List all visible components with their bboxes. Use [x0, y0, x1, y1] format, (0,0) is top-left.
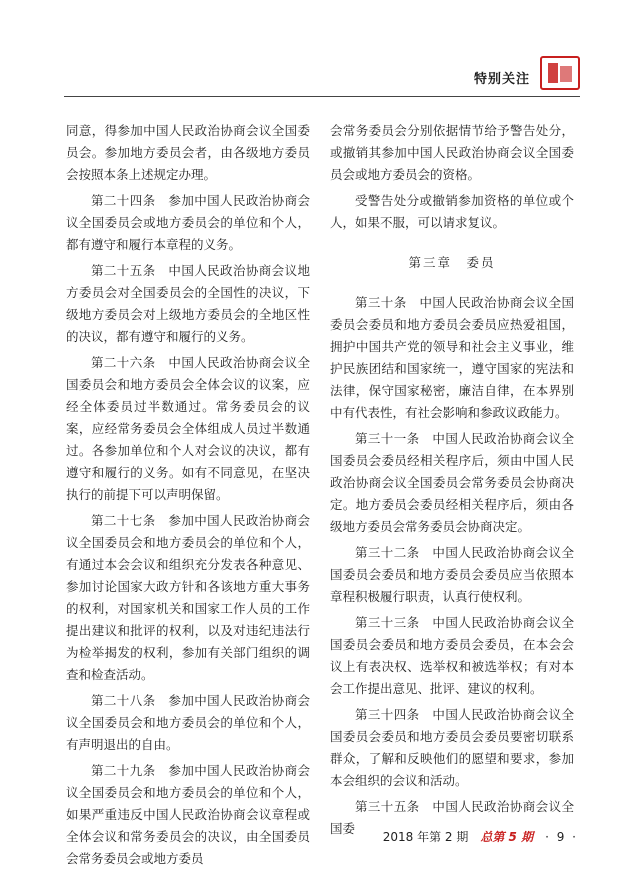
paragraph: 第二十五条 中国人民政治协商会议地方委员会对全国委员会的全国性的决议，下级地方委员会对上级地方委员会的全地区性的决议，都有遵守和履行的义务。 — [66, 263, 310, 344]
paragraph: 第三十三条 中国人民政治协商会议全国委员会委员和地方委员会委员，在本会会议上有表决权、选举权和被选举权；有对本会工作提出意见、批评、建议的权利。 — [330, 615, 574, 696]
paragraph: 第二十八条 参加中国人民政治协商会议全国委员会和地方委员会的单位和个人，有声明退出的自由。 — [66, 693, 310, 752]
paragraph: 第二十七条 参加中国人民政治协商会议全国委员会和地方委员会的单位和个人，有通过本会会议和组织充分发表各种意见、参加讨论国家大政方针和各该地方重大事务的权利，对国家机关和国家工作人员的工作提出建议和批评的权利，以及对违纪违法行为检举揭发的权利，参加有关部门组织的调查和检查活动。 — [66, 513, 310, 682]
right-column — [330, 120, 574, 844]
left-column — [66, 120, 310, 874]
paragraph: 同意，得参加中国人民政治协商会议全国委员会。参加地方委员会者，由各级地方委员会按照本条上述规定办理。 — [66, 123, 310, 182]
paragraph: 第三十五条 中国人民政治协商会议全国委 — [330, 799, 574, 836]
paragraph: 第二十四条 参加中国人民政治协商会议全国委员会或地方委员会的单位和个人，都有遵守和履行本章程的义务。 — [66, 193, 310, 252]
seal-logo-icon — [540, 56, 580, 90]
issue-label: 2018 年第 2 期 — [382, 830, 469, 844]
header-divider — [64, 96, 580, 97]
issue-total-label: 总第 5 期 — [480, 830, 534, 844]
paragraph: 第二十六条 中国人民政治协商会议全国委员会和地方委员会全体会议的议案，应经全体委员过半数通过。常务委员会的议案，应经常务委员会全体组成人员过半数通过。各参加单位和个人对会议的决议，都有遵守和履行的义务。如有不同意见，在坚决执行的前提下可以声明保留。 — [66, 355, 310, 502]
paragraph: 受警告处分或撤销参加资格的单位或个人，如果不服，可以请求复议。 — [330, 193, 574, 230]
right-column-bottom — [330, 292, 574, 840]
paragraph: 第三十一条 中国人民政治协商会议全国委员会委员经相关程序后，须由中国人民政治协商会议全国委员会常务委员会协商决定。地方委员会委员经相关程序后，须由各级地方委员会常务委员会协商决定。 — [330, 431, 574, 534]
paragraph: 第三十二条 中国人民政治协商会议全国委员会委员和地方委员会委员应当依照本章程积极履行职责，认真行使权利。 — [330, 545, 574, 604]
paragraph: 第三十四条 中国人民政治协商会议全国委员会委员和地方委员会委员要密切联系群众，了解和反映他们的愿望和要求，参加本会组织的会议和活动。 — [330, 707, 574, 788]
right-column-top — [330, 120, 574, 234]
chapter-heading: 第三章 委员 — [408, 255, 496, 270]
paragraph: 会常务委员会分别依据情节给予警告处分，或撤销其参加中国人民政治协商会议全国委员会或地方委员会的资格。 — [330, 123, 574, 182]
page-footer — [383, 828, 578, 845]
section-title: 特别关注 — [473, 72, 530, 87]
paragraph: 第三十条 中国人民政治协商会议全国委员会委员和地方委员会委员应热爱祖国，拥护中国共产党的领导和社会主义事业，维护民族团结和国家统一，遵守国家的宪法和法律，保守国家秘密，廉洁自律，在本界别中有代表性，有社会影响和参政议政能力。 — [330, 295, 574, 420]
paragraph: 第二十九条 参加中国人民政治协商会议全国委员会和地方委员会的单位和个人，如果严重违反中国人民政治协商会议章程或全体会议和常务委员会的决议，由全国委员会常务委员会或地方委员 — [66, 763, 310, 866]
page-number: · 9 · — [545, 829, 578, 844]
page-header — [64, 50, 580, 94]
